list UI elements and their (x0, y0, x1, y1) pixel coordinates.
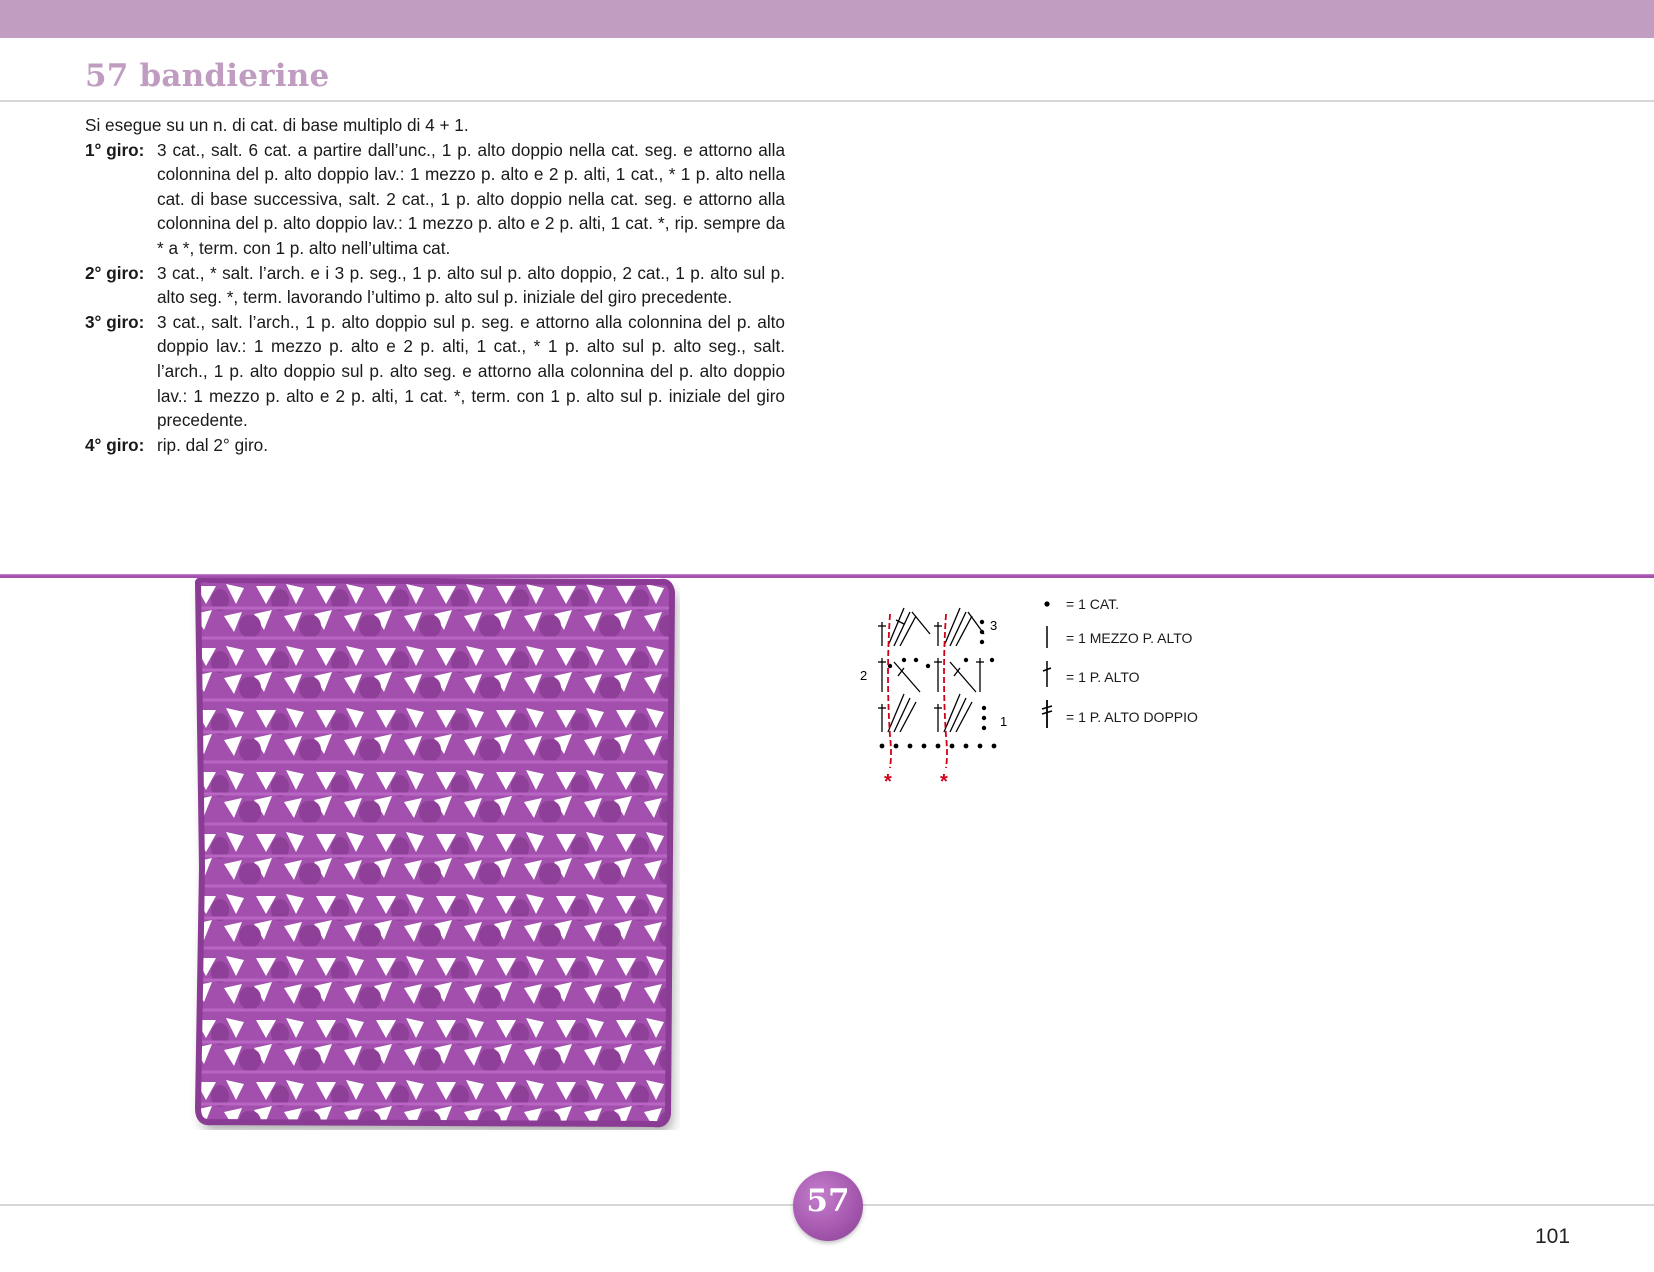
treble-crochet-icon (1040, 699, 1054, 729)
round-text: 3 cat., salt. l’arch., 1 p. alto doppio sul p. seg. e attorno alla colonnina del p. alto doppio lav.: 1 mezzo p. alto e 2 p. alti, 1 cat., * 1 p. alto sul p. alto seg., salt. l’arch., 1 p. alto doppio sul p. alto seg. e attorno alla colonnina del p. alto doppio lav.: 1 mezzo p. alto e 2 p. alti, 1 cat. *, term. con 1 p. alto sul p. iniziale del giro precedente. (157, 311, 785, 431)
legend-label: = 1 MEZZO P. ALTO (1066, 630, 1193, 646)
double-crochet-icon (1040, 659, 1054, 689)
round-2 (85, 261, 785, 310)
page-number: 101 (1535, 1225, 1571, 1248)
round-text: 3 cat., * salt. l’arch. e i 3 p. seg., 1 p. alto sul p. alto doppio, 2 cat., 1 p. alto sul p. alto seg. *, term. lavorando l’ultimo p. alto sul p. iniziale del giro precedente. (157, 262, 785, 308)
chart-row-number: 2 (860, 668, 868, 683)
title-divider (0, 100, 1654, 102)
instructions-intro: Si esegue su un n. di cat. di base multiplo di 4 + 1. (85, 115, 469, 135)
round-4 (85, 433, 785, 458)
pattern-instructions (85, 113, 785, 457)
repeat-marker: * (940, 771, 948, 793)
stitch-chart (860, 596, 1010, 796)
chart-row-number: 1 (1000, 714, 1008, 729)
round-text: rip. dal 2° giro. (157, 434, 269, 455)
round-text: 3 cat., salt. 6 cat. a partire dall’unc., 1 p. alto doppio nella cat. seg. e attorno alla colonnina del p. alto doppio lav.: 1 mezzo p. alto e 2 p. alti, 1 cat., * 1 p. alto nella cat. di base successiva, salt. 2 cat., 1 p. alto doppio nella cat. seg. e attorno alla colonnina del p. alto doppio lav.: 1 mezzo p. alto e 2 p. alti, 1 cat. *, rip. sempre da * a *, term. con 1 p. alto nell’ultima cat. (157, 139, 785, 258)
pattern-number-badge (793, 1171, 863, 1241)
round-3 (85, 310, 785, 433)
crochet-swatch-photo (190, 578, 680, 1130)
round-label: 3° giro: (85, 311, 145, 332)
repeat-marker: * (884, 771, 892, 793)
half-double-crochet-icon (1040, 622, 1054, 652)
badge-number: 57 (806, 1183, 850, 1219)
pattern-title: 57 bandierine (85, 58, 330, 94)
chart-row-number: 3 (990, 618, 998, 633)
legend-label: = 1 CAT. (1066, 596, 1120, 612)
round-label: 1° giro: (85, 139, 145, 160)
round-label: 2° giro: (85, 262, 145, 283)
round-label: 4° giro: (85, 434, 145, 455)
legend-label: = 1 P. ALTO DOPPIO (1066, 709, 1198, 725)
chain-dot-icon (1040, 590, 1054, 620)
top-color-band (0, 0, 1654, 38)
legend-label: = 1 P. ALTO (1066, 669, 1140, 685)
round-1 (85, 138, 785, 261)
